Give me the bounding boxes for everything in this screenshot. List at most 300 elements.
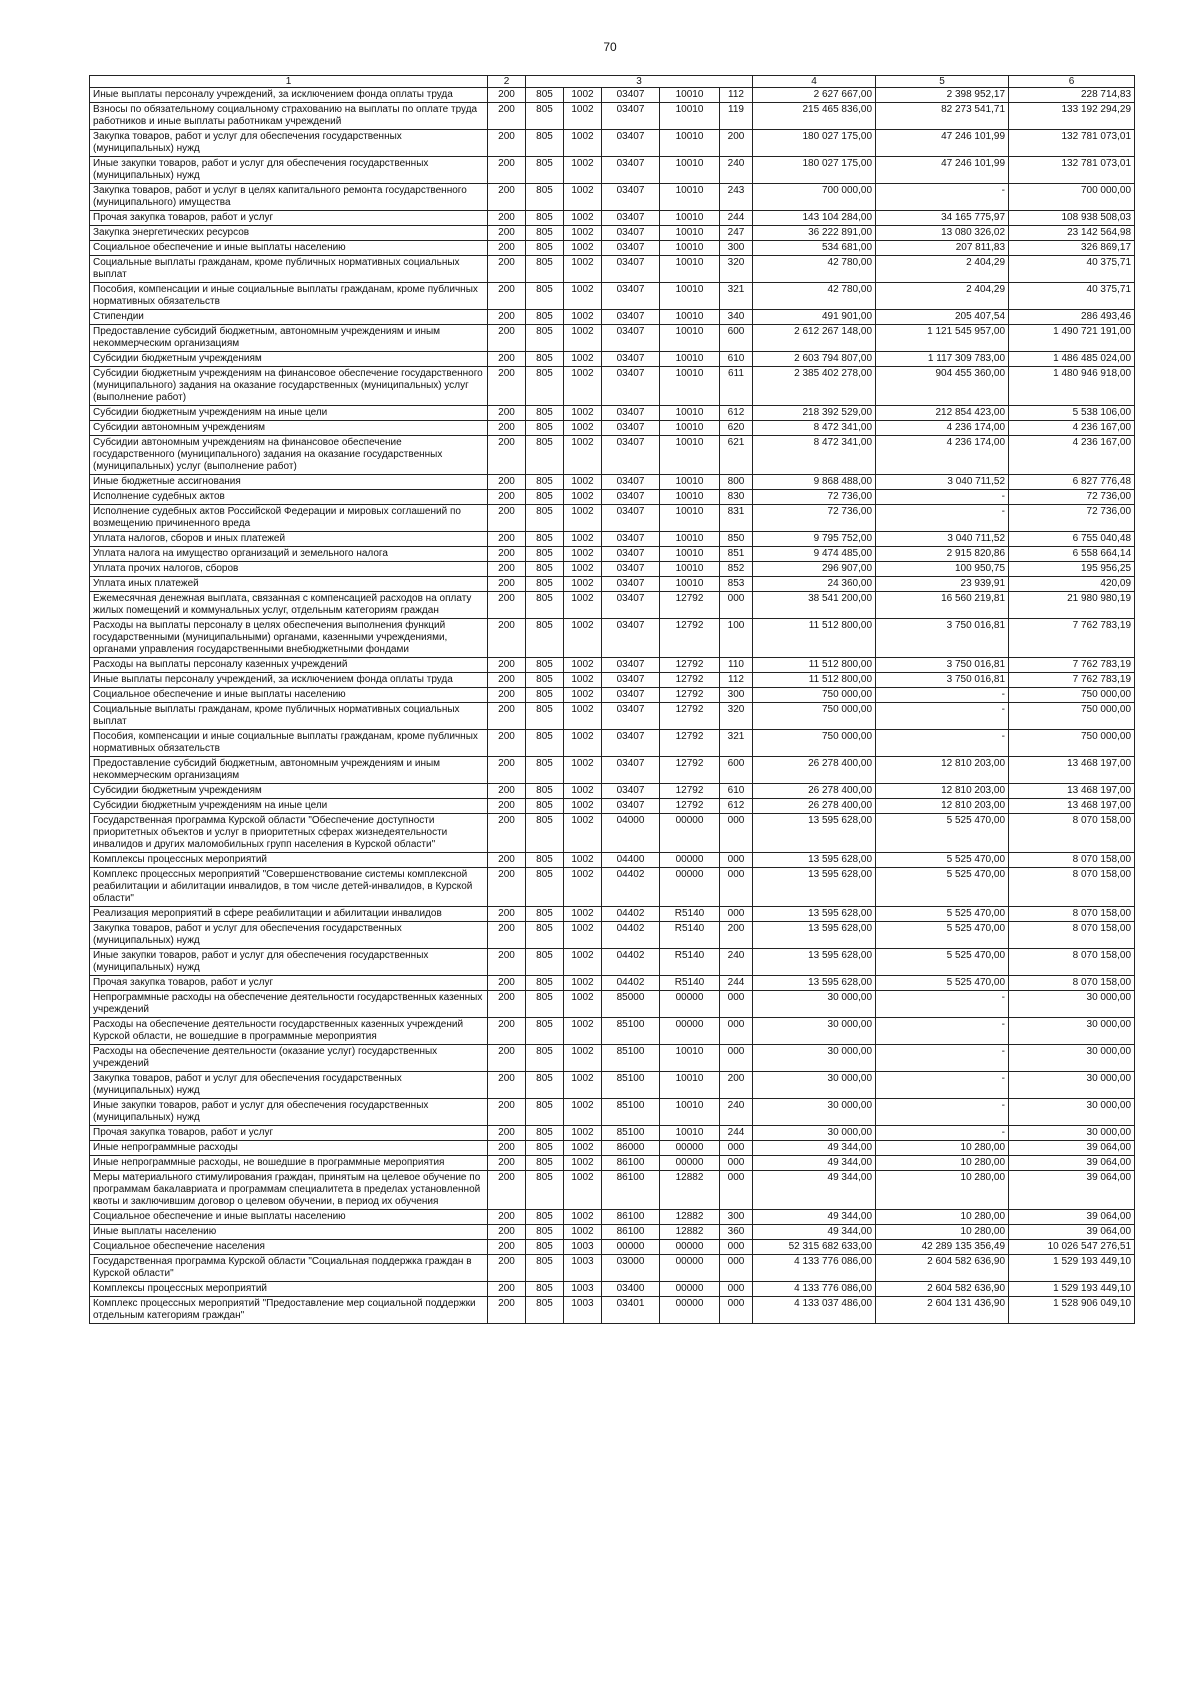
cell-code-5: 10010: [660, 211, 720, 226]
cell-remaining: 13 468 197,00: [1009, 784, 1135, 799]
cell-code-2: 805: [526, 562, 564, 577]
cell-code-4: 85100: [602, 1126, 660, 1141]
cell-code-3: 1002: [564, 658, 602, 673]
cell-code-4: 03407: [602, 799, 660, 814]
cell-remaining: 40 375,71: [1009, 283, 1135, 310]
cell-name: Исполнение судебных актов Российской Федерации и мировых соглашений по возмещению причиненного вреда: [90, 505, 488, 532]
cell-executed: 3 750 016,81: [876, 673, 1009, 688]
table-row: [90, 703, 1135, 730]
cell-code-3: 1002: [564, 1225, 602, 1240]
cell-code-2: 805: [526, 703, 564, 730]
cell-code-5: 12792: [660, 592, 720, 619]
cell-remaining: 8 070 158,00: [1009, 922, 1135, 949]
cell-code-5: 10010: [660, 88, 720, 103]
table-row: [90, 1225, 1135, 1240]
cell-code-2: 805: [526, 976, 564, 991]
cell-code-1: 200: [488, 1099, 526, 1126]
cell-name: Предоставление субсидий бюджетным, автономным учреждениям и иным некоммерческим организациям: [90, 325, 488, 352]
cell-code-6: 610: [720, 784, 753, 799]
table-row: [90, 853, 1135, 868]
cell-code-6: 112: [720, 673, 753, 688]
cell-code-6: 000: [720, 907, 753, 922]
header-col-4: 4: [753, 76, 876, 88]
cell-code-4: 03407: [602, 562, 660, 577]
cell-planned: 9 868 488,00: [753, 475, 876, 490]
table-row: [90, 1072, 1135, 1099]
cell-code-6: 243: [720, 184, 753, 211]
cell-code-2: 805: [526, 868, 564, 907]
cell-code-5: 10010: [660, 256, 720, 283]
cell-name: Прочая закупка товаров, работ и услуг: [90, 1126, 488, 1141]
table-header-row: [90, 76, 1135, 88]
cell-code-3: 1002: [564, 103, 602, 130]
cell-code-5: 10010: [660, 577, 720, 592]
cell-name: Расходы на выплаты персоналу в целях обеспечения выполнения функций государственными (муниципальными) органами, казенными учреждениями, органами управления государственными внебюджетными фондами: [90, 619, 488, 658]
cell-code-2: 805: [526, 784, 564, 799]
cell-name: Субсидии бюджетным учреждениям на иные цели: [90, 406, 488, 421]
cell-executed: 5 525 470,00: [876, 976, 1009, 991]
cell-planned: 13 595 628,00: [753, 853, 876, 868]
cell-code-2: 805: [526, 673, 564, 688]
cell-code-3: 1002: [564, 1018, 602, 1045]
cell-code-5: 10010: [660, 1072, 720, 1099]
cell-code-1: 200: [488, 352, 526, 367]
cell-executed: -: [876, 703, 1009, 730]
cell-remaining: 5 538 106,00: [1009, 406, 1135, 421]
cell-remaining: 30 000,00: [1009, 1045, 1135, 1072]
cell-code-4: 04402: [602, 922, 660, 949]
cell-code-2: 805: [526, 577, 564, 592]
cell-code-3: 1002: [564, 184, 602, 211]
cell-code-5: 10010: [660, 475, 720, 490]
cell-name: Пособия, компенсации и иные социальные выплаты гражданам, кроме публичных нормативных обязательств: [90, 730, 488, 757]
cell-code-6: 320: [720, 703, 753, 730]
cell-planned: 30 000,00: [753, 1126, 876, 1141]
cell-code-1: 200: [488, 1210, 526, 1225]
cell-code-5: 12882: [660, 1225, 720, 1240]
table-row: [90, 436, 1135, 475]
cell-code-6: 000: [720, 1171, 753, 1210]
cell-code-5: 00000: [660, 814, 720, 853]
cell-executed: 47 246 101,99: [876, 157, 1009, 184]
cell-name: Комплексы процессных мероприятий: [90, 853, 488, 868]
cell-code-3: 1002: [564, 505, 602, 532]
cell-code-2: 805: [526, 814, 564, 853]
cell-name: Исполнение судебных актов: [90, 490, 488, 505]
cell-code-5: 00000: [660, 1255, 720, 1282]
cell-code-1: 200: [488, 1171, 526, 1210]
table-row: [90, 475, 1135, 490]
cell-code-1: 200: [488, 922, 526, 949]
cell-code-2: 805: [526, 547, 564, 562]
cell-executed: -: [876, 1126, 1009, 1141]
cell-remaining: 1 490 721 191,00: [1009, 325, 1135, 352]
cell-executed: 10 280,00: [876, 1171, 1009, 1210]
cell-code-1: 200: [488, 784, 526, 799]
cell-name: Расходы на выплаты персоналу казенных учреждений: [90, 658, 488, 673]
cell-code-1: 200: [488, 256, 526, 283]
cell-code-4: 03407: [602, 211, 660, 226]
cell-name: Социальное обеспечение населения: [90, 1240, 488, 1255]
cell-code-4: 03407: [602, 367, 660, 406]
cell-code-6: 000: [720, 853, 753, 868]
cell-code-3: 1002: [564, 976, 602, 991]
cell-code-6: 000: [720, 1018, 753, 1045]
cell-name: Меры материального стимулирования граждан, принятым на целевое обучение по программам бакалавриата и программам специалитета в пределах установленной квоты и заключившим договор о целевом обучении, в период их обучения: [90, 1171, 488, 1210]
cell-executed: 16 560 219,81: [876, 592, 1009, 619]
cell-name: Иные выплаты персоналу учреждений, за исключением фонда оплаты труда: [90, 673, 488, 688]
cell-code-5: 10010: [660, 130, 720, 157]
cell-executed: 13 080 326,02: [876, 226, 1009, 241]
cell-planned: 700 000,00: [753, 184, 876, 211]
cell-code-2: 805: [526, 1099, 564, 1126]
cell-code-4: 03407: [602, 88, 660, 103]
cell-code-4: 03401: [602, 1297, 660, 1324]
cell-code-2: 805: [526, 1045, 564, 1072]
cell-code-4: 03407: [602, 283, 660, 310]
cell-planned: 72 736,00: [753, 505, 876, 532]
cell-code-5: 12792: [660, 784, 720, 799]
cell-executed: 5 525 470,00: [876, 868, 1009, 907]
cell-code-6: 611: [720, 367, 753, 406]
cell-code-1: 200: [488, 103, 526, 130]
cell-planned: 42 780,00: [753, 256, 876, 283]
cell-executed: -: [876, 1099, 1009, 1126]
cell-code-2: 805: [526, 256, 564, 283]
cell-code-4: 03407: [602, 490, 660, 505]
cell-executed: 42 289 135 356,49: [876, 1240, 1009, 1255]
cell-code-1: 200: [488, 211, 526, 226]
cell-code-2: 805: [526, 592, 564, 619]
cell-code-6: 244: [720, 976, 753, 991]
cell-code-2: 805: [526, 211, 564, 226]
cell-executed: 3 750 016,81: [876, 658, 1009, 673]
cell-code-6: 340: [720, 310, 753, 325]
cell-code-3: 1002: [564, 1126, 602, 1141]
cell-code-3: 1002: [564, 367, 602, 406]
cell-code-2: 805: [526, 505, 564, 532]
cell-code-3: 1002: [564, 1171, 602, 1210]
cell-code-6: 852: [720, 562, 753, 577]
cell-code-1: 200: [488, 619, 526, 658]
page-number: 70: [603, 40, 617, 54]
cell-name: Уплата налога на имущество организаций и земельного налога: [90, 547, 488, 562]
table-row: [90, 1099, 1135, 1126]
table-row: [90, 406, 1135, 421]
cell-code-3: 1003: [564, 1282, 602, 1297]
cell-code-1: 200: [488, 310, 526, 325]
table-row: [90, 157, 1135, 184]
cell-executed: 10 280,00: [876, 1141, 1009, 1156]
cell-remaining: 8 070 158,00: [1009, 976, 1135, 991]
cell-name: Субсидии бюджетным учреждениям на финансовое обеспечение государственного (муниципального) задания на оказание государственных (муниципальных) услуг (выполнение работ): [90, 367, 488, 406]
cell-code-2: 805: [526, 130, 564, 157]
cell-remaining: 6 755 040,48: [1009, 532, 1135, 547]
cell-planned: 4 133 037 486,00: [753, 1297, 876, 1324]
cell-executed: 10 280,00: [876, 1156, 1009, 1171]
table-row: [90, 1282, 1135, 1297]
cell-remaining: 72 736,00: [1009, 490, 1135, 505]
cell-code-5: 12882: [660, 1171, 720, 1210]
cell-code-5: 00000: [660, 991, 720, 1018]
cell-name: Непрограммные расходы на обеспечение деятельности государственных казенных учреждений: [90, 991, 488, 1018]
cell-code-6: 000: [720, 1045, 753, 1072]
cell-code-3: 1002: [564, 730, 602, 757]
cell-code-3: 1003: [564, 1240, 602, 1255]
cell-code-3: 1002: [564, 547, 602, 562]
cell-code-5: 00000: [660, 1156, 720, 1171]
cell-remaining: 10 026 547 276,51: [1009, 1240, 1135, 1255]
cell-code-1: 200: [488, 592, 526, 619]
cell-planned: 26 278 400,00: [753, 784, 876, 799]
cell-code-6: 831: [720, 505, 753, 532]
cell-code-4: 85100: [602, 1072, 660, 1099]
cell-name: Прочая закупка товаров, работ и услуг: [90, 211, 488, 226]
cell-planned: 30 000,00: [753, 1045, 876, 1072]
cell-code-4: 03407: [602, 157, 660, 184]
cell-code-4: 04402: [602, 868, 660, 907]
cell-code-2: 805: [526, 283, 564, 310]
table-row: [90, 226, 1135, 241]
cell-name: Социальное обеспечение и иные выплаты населению: [90, 688, 488, 703]
cell-remaining: 1 486 485 024,00: [1009, 352, 1135, 367]
cell-remaining: 39 064,00: [1009, 1141, 1135, 1156]
cell-code-4: 86000: [602, 1141, 660, 1156]
cell-code-3: 1002: [564, 1099, 602, 1126]
cell-code-1: 200: [488, 673, 526, 688]
cell-remaining: 8 070 158,00: [1009, 868, 1135, 907]
cell-code-5: 12792: [660, 673, 720, 688]
cell-code-1: 200: [488, 1255, 526, 1282]
cell-code-4: 03407: [602, 103, 660, 130]
cell-code-4: 86100: [602, 1210, 660, 1225]
cell-code-5: 12792: [660, 799, 720, 814]
cell-code-2: 805: [526, 421, 564, 436]
cell-code-4: 03400: [602, 1282, 660, 1297]
cell-code-1: 200: [488, 490, 526, 505]
cell-code-6: 300: [720, 241, 753, 256]
cell-executed: 205 407,54: [876, 310, 1009, 325]
cell-executed: 1 121 545 957,00: [876, 325, 1009, 352]
cell-code-1: 200: [488, 421, 526, 436]
cell-code-1: 200: [488, 799, 526, 814]
cell-code-6: 247: [720, 226, 753, 241]
cell-name: Субсидии бюджетным учреждениям: [90, 352, 488, 367]
cell-code-6: 000: [720, 991, 753, 1018]
cell-executed: 10 280,00: [876, 1225, 1009, 1240]
cell-planned: 11 512 800,00: [753, 658, 876, 673]
cell-code-6: 244: [720, 1126, 753, 1141]
table-row: [90, 976, 1135, 991]
cell-code-4: 03407: [602, 256, 660, 283]
cell-executed: 5 525 470,00: [876, 853, 1009, 868]
cell-code-3: 1002: [564, 226, 602, 241]
cell-code-5: 10010: [660, 547, 720, 562]
cell-code-5: R5140: [660, 922, 720, 949]
cell-code-1: 200: [488, 562, 526, 577]
cell-code-4: 03407: [602, 241, 660, 256]
cell-executed: 12 810 203,00: [876, 799, 1009, 814]
cell-code-3: 1002: [564, 1156, 602, 1171]
cell-code-2: 805: [526, 367, 564, 406]
cell-planned: 2 612 267 148,00: [753, 325, 876, 352]
cell-planned: 38 541 200,00: [753, 592, 876, 619]
cell-name: Закупка товаров, работ и услуг для обеспечения государственных (муниципальных) нужд: [90, 922, 488, 949]
cell-code-1: 200: [488, 976, 526, 991]
cell-code-2: 805: [526, 352, 564, 367]
cell-code-3: 1002: [564, 907, 602, 922]
cell-code-6: 000: [720, 868, 753, 907]
table-row: [90, 784, 1135, 799]
cell-name: Прочая закупка товаров, работ и услуг: [90, 976, 488, 991]
cell-code-6: 240: [720, 1099, 753, 1126]
cell-code-1: 200: [488, 1072, 526, 1099]
cell-code-2: 805: [526, 688, 564, 703]
cell-planned: 4 133 776 086,00: [753, 1282, 876, 1297]
cell-code-3: 1002: [564, 853, 602, 868]
cell-name: Субсидии автономным учреждениям: [90, 421, 488, 436]
cell-code-4: 03407: [602, 757, 660, 784]
cell-executed: 23 939,91: [876, 577, 1009, 592]
cell-remaining: 6 827 776,48: [1009, 475, 1135, 490]
cell-code-6: 240: [720, 157, 753, 184]
cell-planned: 215 465 836,00: [753, 103, 876, 130]
cell-code-2: 805: [526, 103, 564, 130]
table-row: [90, 490, 1135, 505]
cell-code-4: 04402: [602, 976, 660, 991]
table-row: [90, 1240, 1135, 1255]
cell-planned: 49 344,00: [753, 1171, 876, 1210]
cell-code-2: 805: [526, 325, 564, 352]
cell-remaining: 7 762 783,19: [1009, 658, 1135, 673]
cell-remaining: 13 468 197,00: [1009, 799, 1135, 814]
table-row: [90, 505, 1135, 532]
cell-code-6: 200: [720, 1072, 753, 1099]
cell-executed: 2 604 582 636,90: [876, 1282, 1009, 1297]
cell-planned: 13 595 628,00: [753, 922, 876, 949]
cell-remaining: 4 236 167,00: [1009, 436, 1135, 475]
table-row: [90, 241, 1135, 256]
cell-code-4: 03407: [602, 421, 660, 436]
cell-code-2: 805: [526, 310, 564, 325]
cell-code-3: 1002: [564, 1210, 602, 1225]
cell-planned: 218 392 529,00: [753, 406, 876, 421]
cell-code-1: 200: [488, 505, 526, 532]
cell-code-1: 200: [488, 658, 526, 673]
cell-planned: 8 472 341,00: [753, 436, 876, 475]
cell-code-1: 200: [488, 436, 526, 475]
cell-code-1: 200: [488, 868, 526, 907]
table-row: [90, 184, 1135, 211]
cell-code-2: 805: [526, 226, 564, 241]
cell-remaining: 228 714,83: [1009, 88, 1135, 103]
cell-planned: 8 472 341,00: [753, 421, 876, 436]
cell-code-6: 300: [720, 688, 753, 703]
cell-code-2: 805: [526, 658, 564, 673]
cell-code-5: 12792: [660, 730, 720, 757]
cell-code-2: 805: [526, 532, 564, 547]
cell-remaining: 133 192 294,29: [1009, 103, 1135, 130]
cell-remaining: 132 781 073,01: [1009, 157, 1135, 184]
table-row: [90, 619, 1135, 658]
cell-remaining: 39 064,00: [1009, 1225, 1135, 1240]
cell-planned: 30 000,00: [753, 1099, 876, 1126]
cell-code-2: 805: [526, 436, 564, 475]
cell-code-5: 10010: [660, 1099, 720, 1126]
cell-code-1: 200: [488, 130, 526, 157]
cell-executed: 5 525 470,00: [876, 907, 1009, 922]
cell-code-4: 03407: [602, 730, 660, 757]
cell-code-1: 200: [488, 547, 526, 562]
cell-executed: 12 810 203,00: [876, 784, 1009, 799]
cell-code-3: 1002: [564, 577, 602, 592]
cell-code-5: 10010: [660, 157, 720, 184]
cell-code-3: 1002: [564, 673, 602, 688]
cell-code-2: 805: [526, 1141, 564, 1156]
cell-code-5: 12792: [660, 757, 720, 784]
cell-code-2: 805: [526, 853, 564, 868]
cell-planned: 2 603 794 807,00: [753, 352, 876, 367]
cell-code-1: 200: [488, 1126, 526, 1141]
table-row: [90, 673, 1135, 688]
table-row: [90, 1156, 1135, 1171]
cell-planned: 750 000,00: [753, 688, 876, 703]
cell-code-5: 12882: [660, 1210, 720, 1225]
cell-code-5: 10010: [660, 505, 720, 532]
cell-code-2: 805: [526, 730, 564, 757]
cell-code-5: R5140: [660, 976, 720, 991]
cell-code-3: 1002: [564, 130, 602, 157]
cell-remaining: 30 000,00: [1009, 1099, 1135, 1126]
cell-code-5: 12792: [660, 658, 720, 673]
cell-code-1: 200: [488, 325, 526, 352]
table-row: [90, 1126, 1135, 1141]
cell-code-5: 10010: [660, 436, 720, 475]
cell-code-2: 805: [526, 949, 564, 976]
table-row: [90, 688, 1135, 703]
cell-remaining: 326 869,17: [1009, 241, 1135, 256]
cell-code-1: 200: [488, 1141, 526, 1156]
cell-executed: 1 117 309 783,00: [876, 352, 1009, 367]
cell-executed: 3 040 711,52: [876, 532, 1009, 547]
cell-code-4: 85100: [602, 1099, 660, 1126]
cell-name: Социальные выплаты гражданам, кроме публичных нормативных социальных выплат: [90, 703, 488, 730]
cell-name: Социальное обеспечение и иные выплаты населению: [90, 241, 488, 256]
cell-code-1: 200: [488, 703, 526, 730]
cell-remaining: 108 938 508,03: [1009, 211, 1135, 226]
cell-name: Иные непрограммные расходы: [90, 1141, 488, 1156]
cell-code-6: 110: [720, 658, 753, 673]
cell-code-3: 1002: [564, 352, 602, 367]
cell-code-4: 86100: [602, 1225, 660, 1240]
cell-code-1: 200: [488, 406, 526, 421]
cell-planned: 42 780,00: [753, 283, 876, 310]
cell-planned: 26 278 400,00: [753, 757, 876, 784]
cell-executed: 34 165 775,97: [876, 211, 1009, 226]
cell-code-1: 200: [488, 907, 526, 922]
cell-code-2: 805: [526, 1126, 564, 1141]
cell-code-3: 1002: [564, 406, 602, 421]
cell-planned: 11 512 800,00: [753, 673, 876, 688]
table-row: [90, 352, 1135, 367]
cell-name: Социальное обеспечение и иные выплаты населению: [90, 1210, 488, 1225]
cell-code-6: 200: [720, 130, 753, 157]
cell-code-4: 03407: [602, 592, 660, 619]
cell-code-3: 1002: [564, 1141, 602, 1156]
cell-code-4: 00000: [602, 1240, 660, 1255]
cell-code-5: 10010: [660, 1045, 720, 1072]
cell-remaining: 30 000,00: [1009, 991, 1135, 1018]
